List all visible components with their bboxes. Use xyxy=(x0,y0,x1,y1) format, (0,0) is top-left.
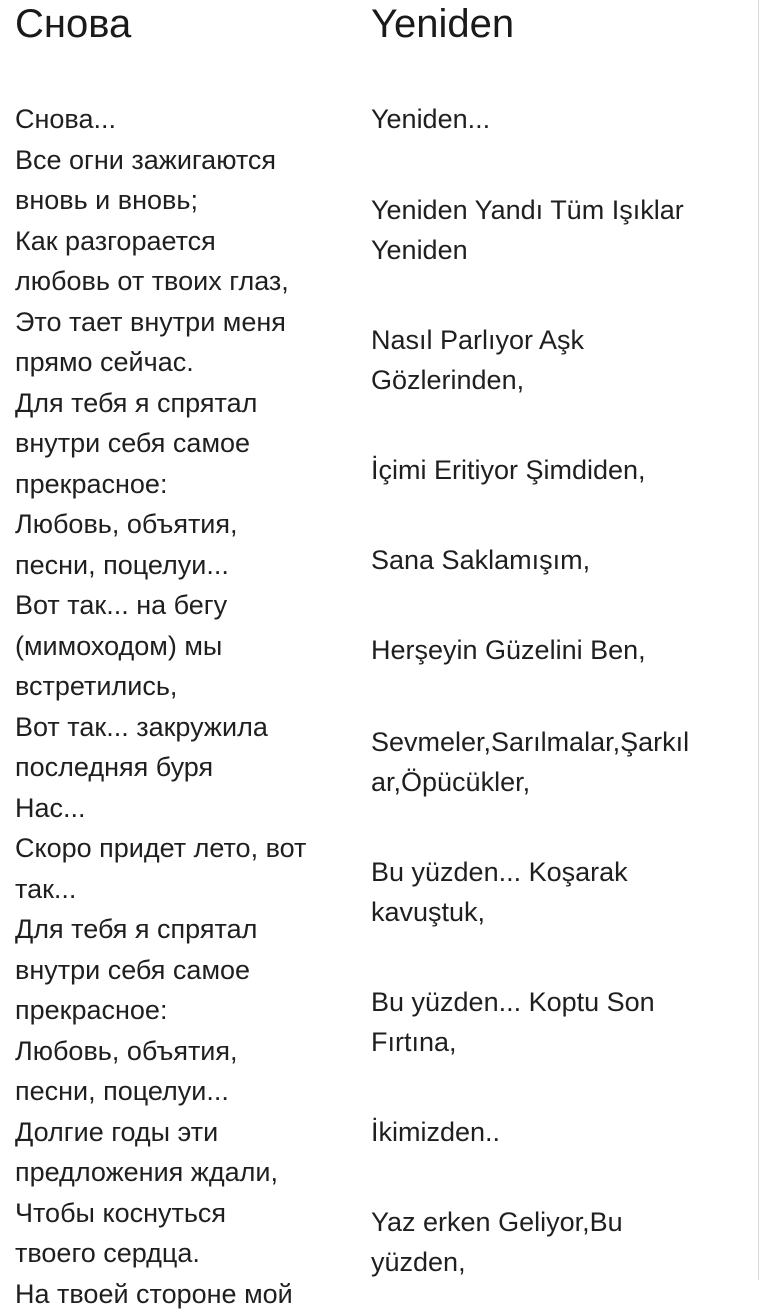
turkish-lyric-line: Gözlerinden, xyxy=(371,360,721,400)
russian-lyric-line: Скоро придет лето, вот xyxy=(15,828,350,869)
russian-lyric-line: Любовь, объятия, xyxy=(15,1031,350,1072)
turkish-stanza xyxy=(371,320,721,400)
turkish-lyric-line: Yeniden... xyxy=(371,99,721,139)
turkish-stanza xyxy=(371,190,721,270)
russian-column xyxy=(15,0,350,48)
russian-lyric-line: так... xyxy=(15,869,350,910)
turkish-lyric-line: Fırtına, xyxy=(371,1022,721,1062)
russian-lyric-line: внутри себя самое xyxy=(15,423,350,464)
turkish-stanza xyxy=(371,1202,721,1282)
russian-lyric-line: последняя буря xyxy=(15,747,350,788)
turkish-stanza xyxy=(371,99,721,139)
turkish-lyric-line: ar,Öpücükler, xyxy=(371,762,721,802)
russian-lyric-line: Вот так... на бегу xyxy=(15,585,350,626)
russian-lyric-line: Для тебя я спрятал xyxy=(15,383,350,424)
turkish-stanza xyxy=(371,540,721,580)
turkish-lyric-line: Sana Saklamışım, xyxy=(371,540,721,580)
russian-lyric-line: твоего сердца. xyxy=(15,1233,350,1274)
turkish-lyric-line: Bu yüzden... Koşarak xyxy=(371,852,721,892)
turkish-lyric-line: Nasıl Parlıyor Aşk xyxy=(371,320,721,360)
russian-lyric-line: встретились, xyxy=(15,666,350,707)
russian-title: Снова xyxy=(15,0,350,48)
russian-lyric-line: прямо сейчас. xyxy=(15,342,350,383)
russian-lyric-line: Вот так... закружила xyxy=(15,707,350,748)
turkish-lyric-line: İçimi Eritiyor Şimdiden, xyxy=(371,450,721,490)
russian-lyric-line: вновь и вновь; xyxy=(15,180,350,221)
russian-lyric-line: Чтобы коснуться xyxy=(15,1193,350,1234)
russian-lyric-line: Как разгорается xyxy=(15,221,350,262)
russian-lyric-line: На твоей стороне мой xyxy=(15,1274,350,1314)
turkish-lyric-line: Herşeyin Güzelini Ben, xyxy=(371,630,721,670)
turkish-lyric-line: İkimizden.. xyxy=(371,1112,721,1152)
russian-lyric-line: Долгие годы эти xyxy=(15,1112,350,1153)
turkish-lyric-line: Yaz erken Geliyor,Bu xyxy=(371,1202,721,1242)
turkish-stanza xyxy=(371,630,721,670)
turkish-column xyxy=(371,0,721,48)
russian-lyric-line: песни, поцелуи... xyxy=(15,1071,350,1112)
turkish-stanza xyxy=(371,852,721,932)
russian-lyric-line: Любовь, объятия, xyxy=(15,504,350,545)
turkish-lyric-line: Bu yüzden... Koptu Son xyxy=(371,982,721,1022)
russian-lyric-line: прекрасное: xyxy=(15,464,350,505)
russian-lyric-line: предложения ждали, xyxy=(15,1152,350,1193)
turkish-stanza xyxy=(371,722,721,802)
turkish-lyric-line: Yeniden Yandı Tüm Işıklar xyxy=(371,190,721,230)
russian-lyric-line: Снова... xyxy=(15,99,350,140)
russian-lyric-line: Для тебя я спрятал xyxy=(15,909,350,950)
russian-lyric-line: Нас... xyxy=(15,788,350,829)
russian-lyric-line: Это тает внутри меня xyxy=(15,302,350,343)
right-border xyxy=(758,0,759,1280)
russian-lyric-line: внутри себя самое xyxy=(15,950,350,991)
turkish-lyric-line: yüzden, xyxy=(371,1242,721,1282)
turkish-lyric-line: kavuştuk, xyxy=(371,892,721,932)
turkish-stanza xyxy=(371,1112,721,1152)
russian-lyric-line: (мимоходом) мы xyxy=(15,626,350,667)
russian-lyric-line: песни, поцелуи... xyxy=(15,545,350,586)
turkish-stanza xyxy=(371,450,721,490)
russian-lyrics xyxy=(15,99,350,1314)
russian-lyric-line: прекрасное: xyxy=(15,990,350,1031)
turkish-stanza xyxy=(371,982,721,1062)
turkish-lyric-line: Yeniden xyxy=(371,230,721,270)
turkish-title: Yeniden xyxy=(371,0,721,48)
turkish-lyric-line: Sevmeler,Sarılmalar,Şarkıl xyxy=(371,722,721,762)
russian-lyric-line: любовь от твоих глаз, xyxy=(15,261,350,302)
russian-lyric-line: Все огни зажигаются xyxy=(15,140,350,181)
